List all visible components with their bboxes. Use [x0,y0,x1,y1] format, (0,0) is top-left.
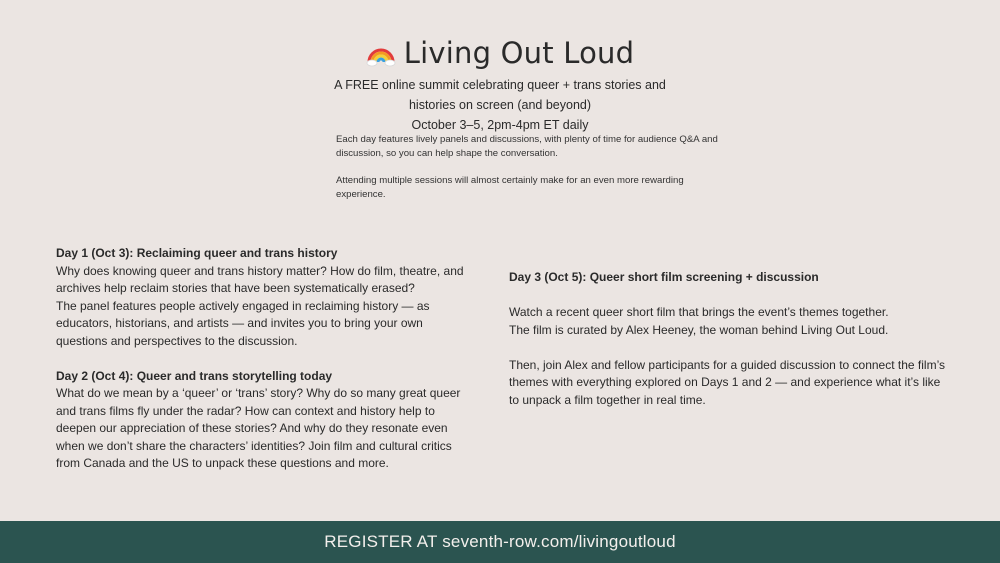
day1-text-1: Why does knowing queer and trans history matter? How do film, theatre, and archives help reclaim stories that have been systematically erased? [56,263,464,295]
day3-text-2: The film is curated by Alex Heeney, the woman behind Living Out Loud. [509,322,889,337]
subtitle-line-1: A FREE online summit celebrating queer + trans stories and [334,78,666,92]
intro-paragraph-1: Each day features lively panels and discussions, with plenty of time for audience Q&A and discussion, so you can help shape the conversation. [336,134,718,159]
title-row [0,32,1000,74]
page-title: Living Out Loud [403,36,635,70]
rainbow-icon [366,38,396,68]
spacer [56,350,476,368]
right-column [509,269,949,409]
day3-text-3: Then, join Alex and fellow participants for a guided discussion to connect the film’s themes with everything explored on Days 1 and 2 — and experience what it’s like to unpack a film together in real time. [509,357,946,407]
day3-text-1: Watch a recent queer short film that brings the event’s themes together. [509,305,889,319]
register-link[interactable]: REGISTER AT seventh-row.com/livingoutloud [324,532,676,551]
day2-heading: Day 2 (Oct 4): Queer and trans storytelling today [56,368,333,383]
register-banner[interactable] [0,521,1000,563]
subtitle-line-2: histories on screen (and beyond) [408,98,592,112]
left-column [56,245,476,473]
event-dates: October 3–5, 2pm-4pm ET daily [411,118,589,132]
intro-paragraph-2: Attending multiple sessions will almost certainly make for an even more rewarding experience. [336,175,684,200]
spacer [509,287,949,305]
page-header [0,32,1000,134]
spacer [509,339,949,357]
day1-text-2: The panel features people actively engaged in reclaiming history — as educators, historians, and artists — and invites you to bring your own questions and perspectives to the discussion. [56,298,430,348]
intro-text [336,133,726,202]
day1-heading: Day 1 (Oct 3): Reclaiming queer and trans history [56,246,338,260]
day2-text: What do we mean by a ‘queer’ or ‘trans’ story? Why do so many great queer and trans films fly under the radar? How can context and history help to deepen our appreciation of these stories? And why do they resonate even when we don’t share the characters’ identities? Join film and cultural critics from Canada and the US to unpack these questions and more. [56,386,461,470]
day3-heading: Day 3 (Oct 5): Queer short film screening + discussion [509,270,819,284]
